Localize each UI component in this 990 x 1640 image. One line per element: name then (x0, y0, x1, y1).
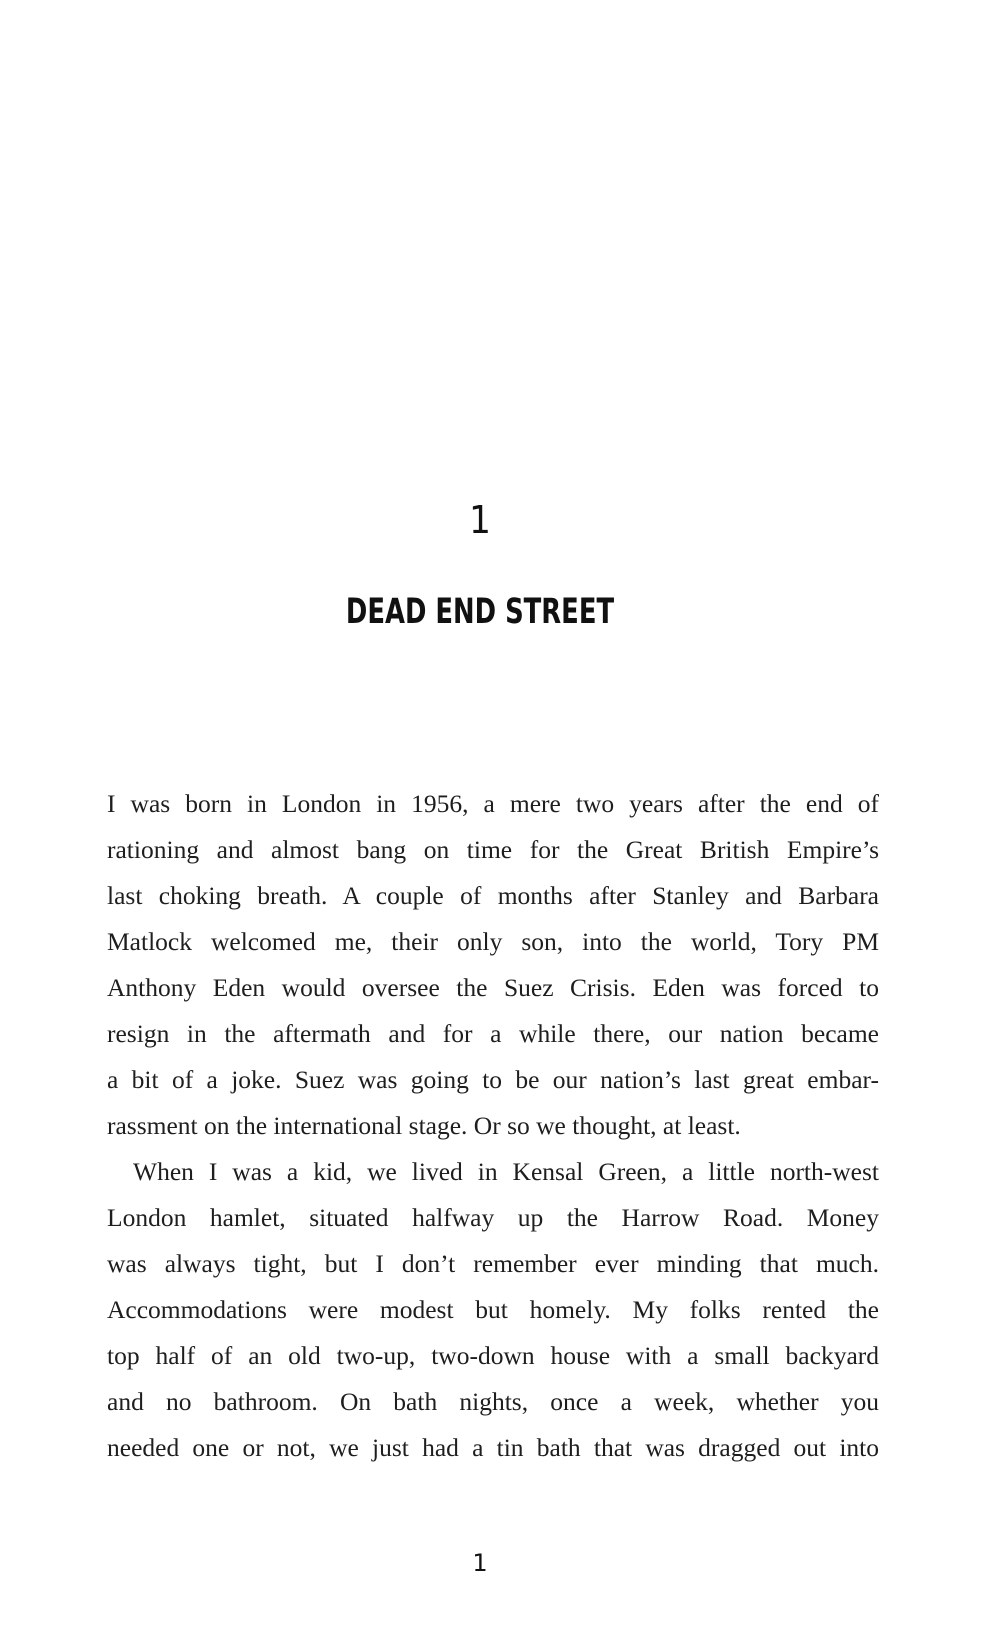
text-line: I was born in London in 1956, a mere two years after the end of (107, 789, 879, 818)
paragraph-2 (107, 1149, 879, 1471)
text-line: was always tight, but I don’t remember ever minding that much. (107, 1249, 879, 1278)
text-line: resign in the aftermath and for a while there, our nation became (107, 1019, 879, 1048)
chapter-number: 1 (469, 498, 491, 542)
text-line: rationing and almost bang on time for the Great British Empire’s (107, 835, 879, 864)
paragraph-1 (107, 781, 879, 1149)
text-line: When I was a kid, we lived in Kensal Green, a little north-west (133, 1157, 879, 1186)
chapter-title: DEAD END STREET (345, 592, 615, 632)
text-line: last choking breath. A couple of months after Stanley and Barbara (107, 881, 879, 910)
text-line: Matlock welcomed me, their only son, into the world, Tory PM (107, 927, 879, 956)
text-line: rassment on the international stage. Or so we thought, at least. (107, 1111, 741, 1140)
text-line: a bit of a joke. Suez was going to be our nation’s last great embar- (107, 1065, 879, 1094)
text-line: Anthony Eden would oversee the Suez Crisis. Eden was forced to (107, 973, 879, 1002)
body-text (107, 781, 879, 1471)
page-number: 1 (472, 1549, 488, 1577)
text-line: top half of an old two-up, two-down house with a small backyard (107, 1341, 879, 1370)
text-line: and no bathroom. On bath nights, once a week, whether you (107, 1387, 879, 1416)
text-line: London hamlet, situated halfway up the Harrow Road. Money (107, 1203, 879, 1232)
text-line: Accommodations were modest but homely. My folks rented the (107, 1295, 879, 1324)
text-line: needed one or not, we just had a tin bath that was dragged out into (107, 1433, 879, 1462)
